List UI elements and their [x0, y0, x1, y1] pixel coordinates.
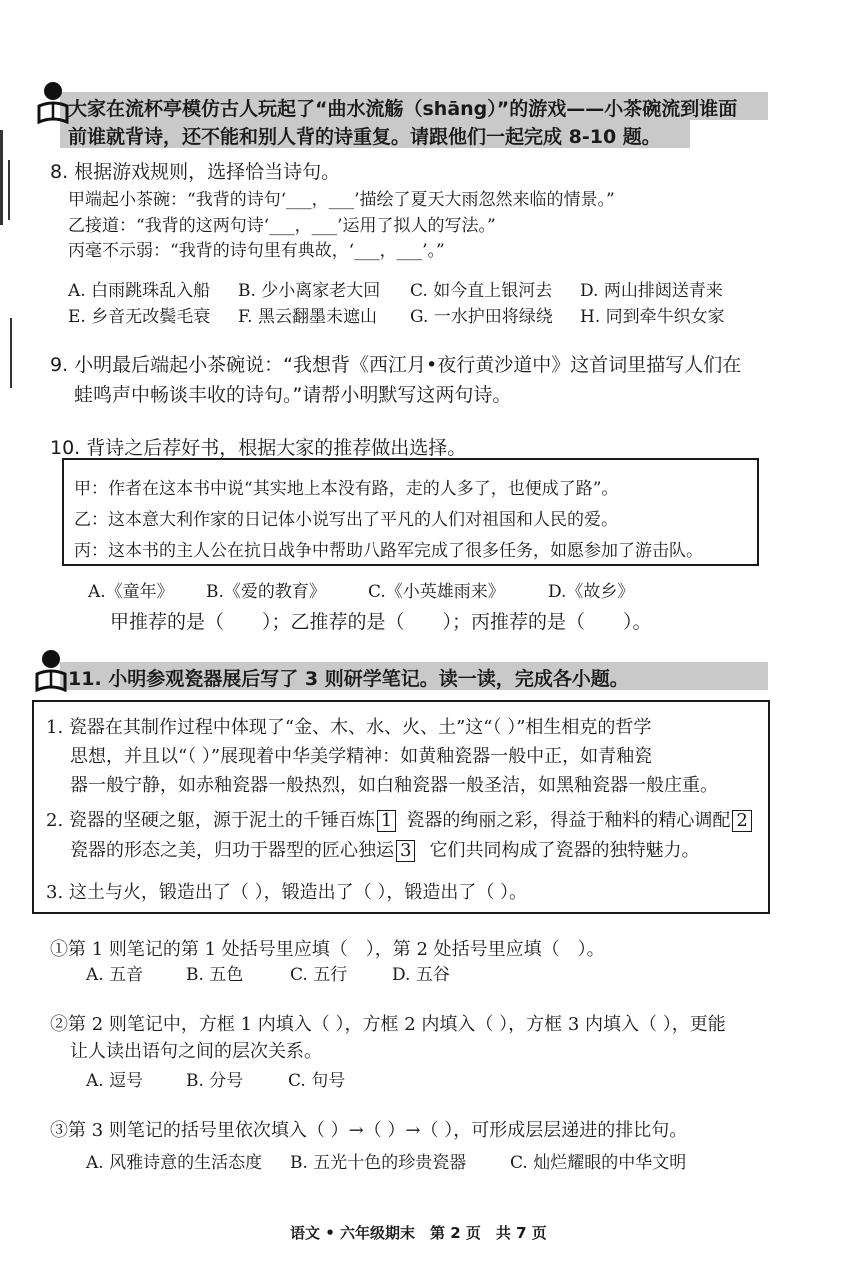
q10-clue: 甲：作者在这本书中说“其实地上本没有路，走的人多了，也便成了路”。: [74, 479, 619, 499]
note-2-line: [46, 806, 754, 832]
q8-speaker-line: 乙接道：“我背的这两句诗‘___，___’运用了拟人的写法。”: [68, 216, 496, 236]
q8-speaker-line: 丙毫不示弱：“我背的诗句里有典故，‘___，___’。”: [68, 241, 445, 261]
q10-option: C.《小英雄雨来》: [368, 582, 505, 602]
sub2-option: A. 逗号: [86, 1071, 144, 1091]
scan-edge-mark: [10, 318, 12, 388]
section-intro-line: 前谁就背诗，还不能和别人背的诗重复。请跟他们一起完成 8-10 题。: [68, 126, 661, 148]
subquestion-3: ③第 3 则笔记的括号里依次填入（ ）→（ ）→（ ），可形成层层递进的排比句。: [50, 1120, 688, 1141]
q10-clue: 丙：这本书的主人公在抗日战争中帮助八路军完成了很多任务，如愿参加了游击队。: [74, 541, 703, 561]
reading-person-icon: [34, 648, 68, 694]
question-10-title: 10. 背诗之后荐好书，根据大家的推荐做出选择。: [50, 437, 467, 459]
q8-option: B. 少小离家老大回: [238, 281, 381, 301]
note-1-line: 器一般宁静，如赤釉瓷器一般热烈，如白釉瓷器一般圣洁，如黑釉瓷器一般庄重。: [70, 775, 718, 796]
section-intro-line: 大家在流杯亭模仿古人玩起了“曲水流觞（shāng）”的游戏——小茶碗流到谁面: [68, 98, 738, 120]
subquestion-2: ②第 2 则笔记中，方框 1 内填入（ ），方框 2 内填入（ ），方框 3 内填入（ ），更能: [50, 1014, 726, 1035]
q10-option: A.《童年》: [88, 582, 174, 602]
subquestion-1: ①第 1 则笔记的第 1 处括号里应填（ ），第 2 处括号里应填（ ）。: [50, 939, 605, 960]
q10-option: D.《故乡》: [548, 582, 635, 602]
q8-option: C. 如今直上银河去: [410, 281, 553, 301]
q10-answer-line: 甲推荐的是（ ）；乙推荐的是（ ）；丙推荐的是（ ）。: [110, 611, 652, 633]
scan-edge-mark: [8, 160, 10, 220]
blank-box-1: 1: [377, 810, 396, 832]
sub3-option: C. 灿烂耀眼的中华文明: [510, 1153, 687, 1173]
q8-option: H. 同到牵牛织女家: [580, 307, 725, 327]
note-2-text: 瓷器的绚丽之彩，得益于釉料的精心调配: [406, 810, 731, 831]
scan-edge-mark: [0, 130, 3, 225]
section-intro-line: 11. 小明参观瓷器展后写了 3 则研学笔记。读一读，完成各小题。: [68, 668, 629, 690]
q10-option: B.《爱的教育》: [206, 582, 326, 602]
sub3-option: A. 风雅诗意的生活态度: [86, 1153, 263, 1173]
sub3-option: B. 五光十色的珍贵瓷器: [290, 1153, 467, 1173]
sub2-option: B. 分号: [186, 1071, 244, 1091]
q8-option: D. 两山排闼送青来: [580, 281, 723, 301]
page-footer: 语文 • 六年级期末 第 2 页 共 7 页: [290, 1224, 547, 1242]
q8-option: A. 白雨跳珠乱入船: [68, 281, 211, 301]
sub1-option: A. 五音: [86, 965, 144, 985]
q8-option: G. 一水护田将绿绕: [410, 307, 553, 327]
sub1-option: B. 五色: [186, 965, 244, 985]
q8-option: E. 乡音无改鬓毛衰: [68, 307, 211, 327]
sub1-option: C. 五行: [290, 965, 348, 985]
note-2-text: 2. 瓷器的坚硬之躯，源于泥土的千锤百炼: [46, 810, 375, 831]
note-3-line: 3. 这土与火，锻造出了（ ），锻造出了（ ），锻造出了（ ）。: [46, 882, 528, 903]
blank-box-2: 2: [732, 810, 751, 832]
subquestion-2: 让人读出语句之间的层次关系。: [70, 1041, 322, 1062]
sub1-option: D. 五谷: [392, 965, 450, 985]
question-9-line: 9. 小明最后端起小茶碗说：“我想背《西江月•夜行黄沙道中》这首词里描写人们在: [50, 354, 742, 376]
q8-speaker-line: 甲端起小茶碗：“我背的诗句‘___，___’描绘了夏天大雨忽然来临的情景。”: [68, 190, 615, 210]
blank-box-3: 3: [396, 840, 415, 862]
note-2-text: 它们共同构成了瓷器的独特魅力。: [429, 840, 700, 861]
note-1-line: 1. 瓷器在其制作过程中体现了“金、木、水、火、土”这“（ ）”相生相克的哲学: [46, 717, 652, 738]
note-1-line: 思想，并且以“（ ）”展现着中华美学精神：如黄釉瓷器一般中正，如青釉瓷: [70, 746, 653, 767]
question-8-title: 8. 根据游戏规则，选择恰当诗句。: [50, 161, 341, 183]
note-2-line: [70, 836, 699, 862]
q8-option: F. 黑云翻墨未遮山: [238, 307, 377, 327]
reading-person-icon: [36, 80, 70, 126]
sub2-option: C. 句号: [288, 1071, 346, 1091]
q10-clue: 乙：这本意大利作家的日记体小说写出了平凡的人们对祖国和人民的爱。: [74, 510, 618, 530]
note-2-text: 瓷器的形态之美，归功于器型的匠心独运: [70, 840, 394, 861]
question-9-line: 蛙鸣声中畅谈丰收的诗句。”请帮小明默写这两句诗。: [74, 384, 512, 406]
